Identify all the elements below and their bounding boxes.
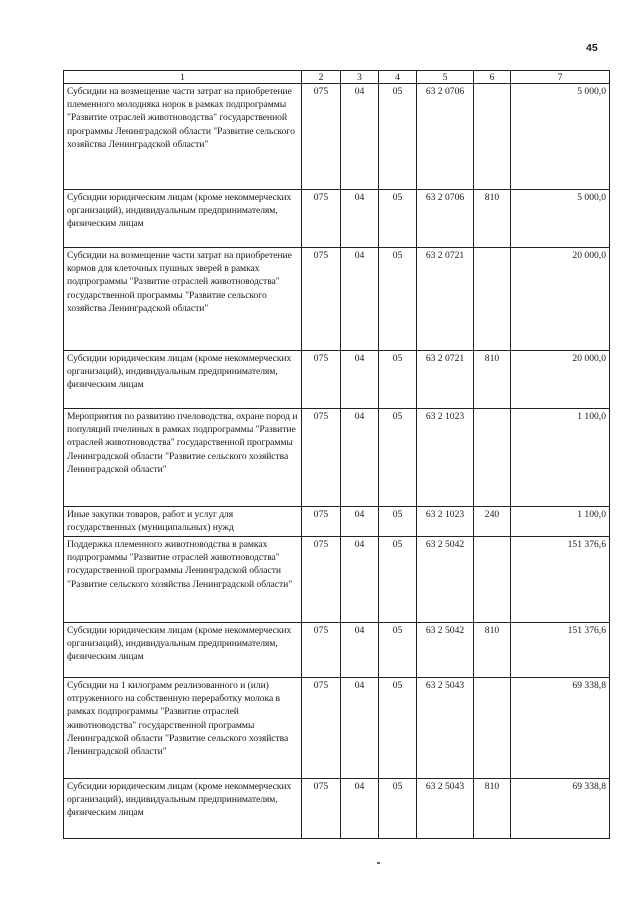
description-cell: Поддержка племенного животноводства в рамках подпрограммы "Развитие отраслей животноводства" государственной программы Ленинградской области "Развитие сельского хозяйства Ленинградской области"	[64, 537, 302, 623]
amount-cell: 20 000,0	[511, 248, 610, 351]
amount-cell: 1 100,0	[511, 409, 610, 507]
table-row	[64, 623, 610, 678]
table-header-row	[64, 71, 610, 84]
section-code-cell: 04	[341, 248, 379, 351]
scan-speck	[377, 862, 380, 864]
amount-cell: 69 338,8	[511, 678, 610, 779]
description-cell: Субсидии на возмещение части затрат на приобретение кормов для клеточных пушных зверей в рамках подпрограммы "Развитие отраслей животноводства" государственной программы "Развитие сельского хозяйства Ленинградской области"	[64, 248, 302, 351]
subsection-code-cell: 05	[379, 678, 417, 779]
expense-type-cell	[474, 678, 511, 779]
ministry-code-cell: 075	[302, 678, 341, 779]
expense-type-cell: 810	[474, 351, 511, 409]
subsection-code-cell: 05	[379, 623, 417, 678]
section-code-cell: 04	[341, 537, 379, 623]
target-article-cell: 63 2 5043	[417, 779, 474, 839]
table-row	[64, 779, 610, 839]
table-row	[64, 678, 610, 779]
ministry-code-cell: 075	[302, 507, 341, 537]
ministry-code-cell: 075	[302, 351, 341, 409]
expense-type-cell	[474, 409, 511, 507]
description-cell: Субсидии юридическим лицам (кроме некоммерческих организаций), индивидуальным предпринимателям, физическим лицам	[64, 351, 302, 409]
target-article-cell: 63 2 1023	[417, 409, 474, 507]
target-article-cell: 63 2 0706	[417, 84, 474, 190]
amount-cell: 151 376,6	[511, 623, 610, 678]
description-cell: Субсидии юридическим лицам (кроме некоммерческих организаций), индивидуальным предпринимателям, физическим лицам	[64, 623, 302, 678]
target-article-cell: 63 2 1023	[417, 507, 474, 537]
section-code-cell: 04	[341, 779, 379, 839]
subsection-code-cell: 05	[379, 537, 417, 623]
target-article-cell: 63 2 0721	[417, 351, 474, 409]
description-cell: Субсидии юридическим лицам (кроме некоммерческих организаций), индивидуальным предпринимателям, физическим лицам	[64, 190, 302, 248]
table-row	[64, 190, 610, 248]
target-article-cell: 63 2 5042	[417, 537, 474, 623]
expense-type-cell: 810	[474, 190, 511, 248]
section-code-cell: 04	[341, 678, 379, 779]
section-code-cell: 04	[341, 84, 379, 190]
column-header: 4	[379, 71, 417, 84]
table-row	[64, 409, 610, 507]
subsection-code-cell: 05	[379, 84, 417, 190]
table-row	[64, 507, 610, 537]
budget-table	[63, 70, 610, 839]
amount-cell: 151 376,6	[511, 537, 610, 623]
description-cell: Субсидии на возмещение части затрат на приобретение племенного молодняка норок в рамках подпрограммы "Развитие отраслей животноводства" государственной программы Ленинградской области "Развитие сельского хозяйства Ленинградской области"	[64, 84, 302, 190]
ministry-code-cell: 075	[302, 409, 341, 507]
expense-type-cell: 240	[474, 507, 511, 537]
expense-type-cell: 810	[474, 779, 511, 839]
description-cell: Иные закупки товаров, работ и услуг для государственных (муниципальных) нужд	[64, 507, 302, 537]
expense-type-cell: 810	[474, 623, 511, 678]
target-article-cell: 63 2 0721	[417, 248, 474, 351]
column-header: 7	[511, 71, 610, 84]
ministry-code-cell: 075	[302, 190, 341, 248]
ministry-code-cell: 075	[302, 248, 341, 351]
ministry-code-cell: 075	[302, 537, 341, 623]
target-article-cell: 63 2 0706	[417, 190, 474, 248]
amount-cell: 5 000,0	[511, 190, 610, 248]
section-code-cell: 04	[341, 623, 379, 678]
description-cell: Субсидии на 1 килограмм реализованного и (или) отгруженного на собственную переработку молока в рамках подпрограммы "Развитие отраслей животноводства" государственной программы Ленинградской области "Развитие сельского хозяйства Ленинградской области"	[64, 678, 302, 779]
amount-cell: 5 000,0	[511, 84, 610, 190]
target-article-cell: 63 2 5043	[417, 678, 474, 779]
page-number: 45	[586, 42, 598, 54]
table-row	[64, 351, 610, 409]
subsection-code-cell: 05	[379, 248, 417, 351]
amount-cell: 20 000,0	[511, 351, 610, 409]
table-row	[64, 84, 610, 190]
section-code-cell: 04	[341, 190, 379, 248]
column-header: 2	[302, 71, 341, 84]
amount-cell: 69 338,8	[511, 779, 610, 839]
column-header: 3	[341, 71, 379, 84]
section-code-cell: 04	[341, 351, 379, 409]
column-header: 5	[417, 71, 474, 84]
section-code-cell: 04	[341, 409, 379, 507]
table-row	[64, 248, 610, 351]
subsection-code-cell: 05	[379, 507, 417, 537]
subsection-code-cell: 05	[379, 779, 417, 839]
expense-type-cell	[474, 84, 511, 190]
ministry-code-cell: 075	[302, 779, 341, 839]
amount-cell: 1 100,0	[511, 507, 610, 537]
column-header: 1	[64, 71, 302, 84]
subsection-code-cell: 05	[379, 351, 417, 409]
subsection-code-cell: 05	[379, 190, 417, 248]
expense-type-cell	[474, 537, 511, 623]
table-row	[64, 537, 610, 623]
ministry-code-cell: 075	[302, 623, 341, 678]
section-code-cell: 04	[341, 507, 379, 537]
expense-type-cell	[474, 248, 511, 351]
description-cell: Мероприятия по развитию пчеловодства, охране пород и популяций пчелиных в рамках подпрограммы "Развитие отраслей животноводства" государственной программы Ленинградской области "Развитие сельского хозяйства Ленинградской области"	[64, 409, 302, 507]
description-cell: Субсидии юридическим лицам (кроме некоммерческих организаций), индивидуальным предпринимателям, физическим лицам	[64, 779, 302, 839]
target-article-cell: 63 2 5042	[417, 623, 474, 678]
subsection-code-cell: 05	[379, 409, 417, 507]
column-header: 6	[474, 71, 511, 84]
ministry-code-cell: 075	[302, 84, 341, 190]
